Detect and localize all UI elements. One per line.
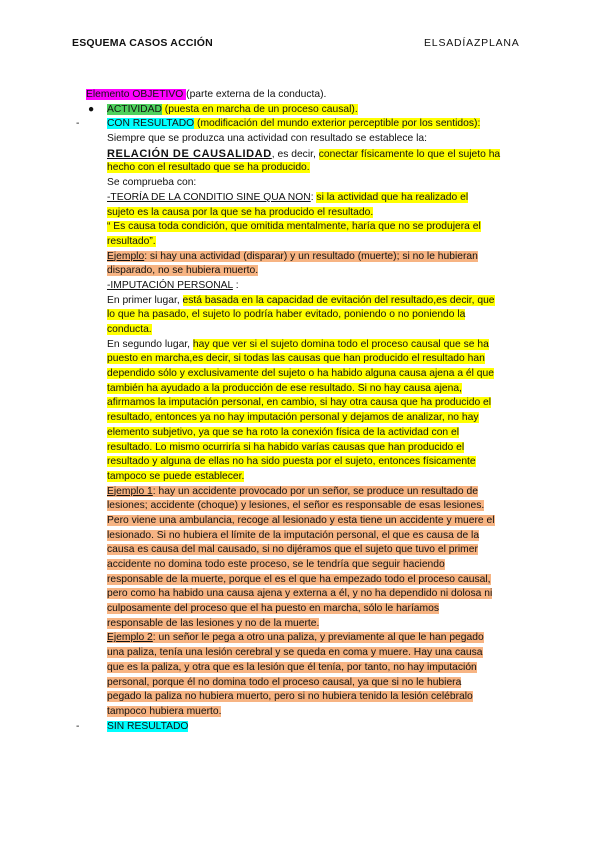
- paragraph-line: [86, 661, 526, 676]
- text: :: [310, 191, 317, 203]
- paragraph-line: [86, 602, 526, 617]
- text: afirmamos la imputación personal, en cambio, si hay otra causa que ha producido el: [107, 397, 492, 409]
- text: pegado la paliza no hubiera muerto, pero si no hubiera tenido la lesión celébralo: [107, 691, 473, 703]
- text: culposamente del proceso que el ha puesto en marcha, sólo le haríamos: [107, 603, 439, 615]
- text: hay que ver si el sujeto domina todo el proceso causal que se ha: [192, 338, 489, 350]
- paragraph-line: [86, 676, 526, 691]
- paragraph-line: [86, 352, 526, 367]
- text: accidente no domina todo este proceso, se le tendría que seguir haciendo: [107, 559, 445, 570]
- paragraph-line: [86, 206, 526, 221]
- paragraph-line: [86, 617, 526, 632]
- text: lo que ha pasado, el sujeto lo podría haber evitado, poniendo o no poniendo la: [107, 309, 466, 321]
- text: : hay un accidente provocado por un señor, se produce un resultado de: [152, 485, 478, 497]
- text: resultado”.: [107, 235, 156, 247]
- paragraph-line: [86, 529, 526, 544]
- heading-conditio-sine-qua-non: -TEORÍA DE LA CONDITIO SINE QUA NON: [107, 191, 311, 203]
- text: dependido sólo y exclusivamente del sujeto o ha habido alguna causa ajena a él que: [107, 368, 494, 380]
- text: si la actividad que ha realizado el: [316, 191, 469, 203]
- line-actividad: [86, 103, 526, 118]
- heading-actividad: ACTIVIDAD: [107, 103, 162, 115]
- text: está basada en la capacidad de evitación del resultado,es decir, que: [182, 294, 495, 306]
- paragraph-line: [86, 161, 526, 176]
- heading-con-resultado: CON RESULTADO: [107, 118, 195, 130]
- paragraph-line: [86, 514, 526, 529]
- text: :: [232, 279, 239, 291]
- text: responsable de la muerte, porque el es el que ha empezado todo el proceso causal,: [107, 573, 491, 585]
- text: disparado, no se hubiera muerto.: [107, 265, 259, 277]
- text: puesto en marcha,es decir, si todas las causas que han producido el resultado han: [107, 353, 485, 365]
- paragraph-line: [86, 426, 526, 441]
- text: resultado, entonces ya no hay imputación personal y dejamos de analizar, no hay: [107, 412, 479, 424]
- heading-sin-resultado: SIN RESULTADO: [107, 720, 189, 732]
- text: conducta.: [107, 324, 152, 335]
- paragraph-line: [86, 646, 526, 661]
- paragraph-line: [86, 367, 526, 382]
- bullet-icon: ●: [88, 103, 95, 115]
- heading-elemento-objetivo: Elemento OBJETIVO: [86, 89, 187, 100]
- dash-marker: -: [76, 720, 80, 732]
- paragraph-line: [86, 264, 526, 279]
- text: personal, porque él no domina todo el proceso causal, ya que si no le hubiera: [107, 676, 462, 688]
- text: Pero viene una ambulancia, recoge al lesionado y esta tiene un accidente y muere el: [107, 514, 495, 526]
- label-ejemplo-2: Ejemplo 2: [107, 632, 153, 644]
- text: En segundo lugar,: [107, 338, 193, 350]
- paragraph-line: [86, 220, 526, 235]
- line-ejemplo-1: [86, 485, 526, 500]
- text: hecho con el resultado que se ha producido.: [107, 162, 310, 174]
- paragraph-line: [86, 499, 526, 514]
- paragraph-line: [86, 338, 526, 353]
- text: resultado. Lo mismo ocurriría si ha habido varías causas que han producido el: [107, 441, 465, 453]
- text: sujeto es la causa por la que se ha producido el resultado.: [107, 206, 374, 218]
- text: responsable de las lesiones y no de la muerte.: [107, 617, 320, 629]
- text: : un señor le pega a otro una paliza, y previamente al que le han pegado: [152, 632, 484, 644]
- text: una paliza, tenía una lesión cerebral y se queda en coma y muere. Hay una causa: [107, 647, 483, 659]
- paragraph-line: [86, 455, 526, 470]
- paragraph-line: [86, 323, 526, 338]
- paragraph-line: [86, 411, 526, 426]
- paragraph-line: [86, 235, 526, 250]
- text: que es la paliza, y otra que es la lesión que él tenía, por tanto, no hay imputación: [107, 661, 477, 673]
- text: : si hay una actividad (disparar) y un resultado (muerte); si no le hubieran: [144, 250, 478, 262]
- doc-header-author: ELSADÍAZPLANA: [424, 37, 520, 49]
- text: (parte externa de la conducta).: [186, 89, 327, 100]
- paragraph-line: [86, 543, 526, 558]
- document-body: [76, 88, 526, 734]
- text: resultado y alguna de ellas no ha sido puesta por el sujeto, entonces físicamente: [107, 456, 476, 468]
- text: , es decir,: [271, 148, 319, 160]
- line-sin-resultado: [76, 720, 526, 735]
- paragraph-line: [86, 705, 526, 720]
- text: (modificación del mundo exterior perceptible por los sentidos):: [194, 118, 481, 130]
- paragraph-line: Se comprueba con:: [107, 177, 197, 189]
- paragraph-line: [86, 294, 526, 309]
- text: “ Es causa toda condición, que omitida mentalmente, haría que no se produjera el: [107, 221, 481, 233]
- paragraph-line: [86, 690, 526, 705]
- text: elemento subjetivo, ya que se ha roto la conexión física de la actividad con el: [107, 426, 460, 438]
- line-relacion-causalidad: [86, 147, 526, 162]
- paragraph-line: [86, 382, 526, 397]
- paragraph-line: [86, 573, 526, 588]
- text: también ha ayudado a la producción de ese resultado. Si no hay causa ajena,: [107, 382, 462, 394]
- paragraph-line: [86, 396, 526, 411]
- dash-marker: -: [76, 118, 80, 130]
- paragraph-line: [86, 558, 526, 573]
- text: conectar físicamente lo que el sujeto ha: [318, 148, 501, 160]
- paragraph-line: [86, 587, 526, 602]
- text: causa es causa del mal causado, si no dijéramos que el sujeto que tuvo el primer: [107, 544, 478, 556]
- line-elemento-objetivo: [86, 88, 526, 103]
- label-ejemplo: Ejemplo: [107, 250, 145, 262]
- label-ejemplo-1: Ejemplo 1: [107, 485, 153, 497]
- line-con-resultado: [76, 117, 526, 132]
- text: (puesta en marcha de un proceso causal).: [161, 103, 358, 115]
- text: tampoco se puede establecer.: [107, 470, 245, 482]
- text: pero como ha habido una causa ajena y externa a él, y no ha dependido ni dolosa ni: [107, 588, 493, 600]
- text: lesiones; accidente (choque) y lesiones, el señor es responsable de esas lesiones.: [107, 500, 485, 512]
- doc-header-title: ESQUEMA CASOS ACCIÓN: [72, 37, 213, 49]
- line-imputacion-personal: [86, 279, 526, 294]
- line-conditio-sine-qua-non: [86, 191, 526, 206]
- heading-imputacion-personal: -IMPUTACIÓN PERSONAL: [107, 279, 233, 291]
- text: lesionado. Si no hubiera el límite de la imputación personal, el que es causa de la: [107, 529, 480, 541]
- line-ejemplo: [86, 250, 526, 265]
- paragraph-line: [86, 470, 526, 485]
- paragraph-line: [86, 308, 526, 323]
- paragraph-line: [86, 441, 526, 456]
- heading-relacion-causalidad: RELACIÓN DE CAUSALIDAD: [107, 147, 272, 160]
- text: En primer lugar,: [107, 294, 183, 306]
- paragraph-line: Siempre que se produzca una actividad con resultado se establece la:: [107, 133, 427, 145]
- text: tampoco hubiera muerto.: [107, 705, 222, 717]
- line-ejemplo-2: [86, 631, 526, 646]
